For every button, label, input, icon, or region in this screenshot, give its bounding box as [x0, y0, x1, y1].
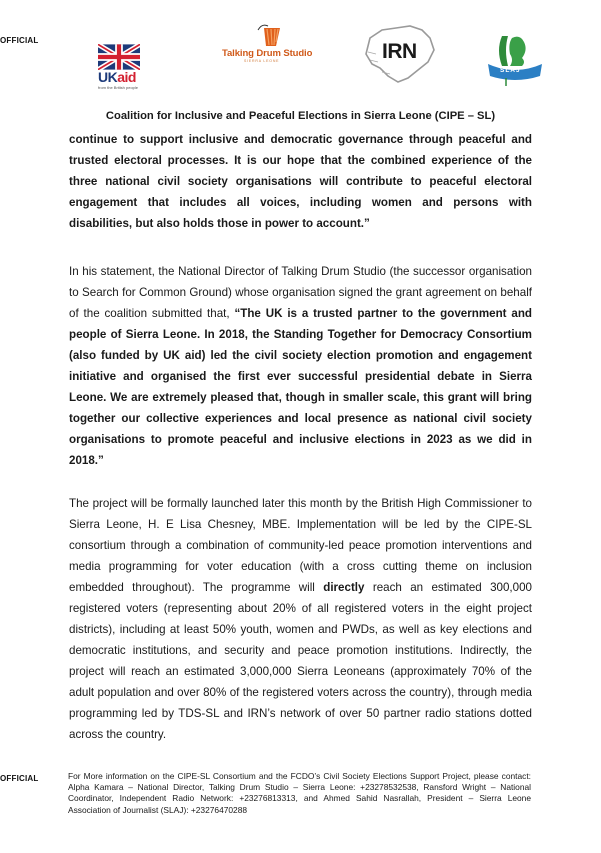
paragraph-national-director-statement: [69, 261, 532, 471]
union-jack-icon: [98, 44, 140, 70]
classification-label-bottom: OFFICIAL: [0, 774, 39, 783]
statement-intro: In his statement, the National Director of Talking Drum Studio (the successor organisation to Search for Common Ground) whose organisation signed the grant agreement on behalf of the coalition submitted that,: [69, 265, 532, 320]
drum-icon: [252, 24, 286, 48]
slaj-wordmark: SLAJ: [500, 67, 521, 74]
irn-wordmark: IRN: [382, 40, 417, 63]
ukaid-logo: [98, 44, 142, 92]
paragraph-project-launch: [69, 493, 532, 745]
slaj-logo: [484, 32, 546, 88]
project-text-b: reach an estimated 300,000 registered voters (representing about 20% of all registered voters in the eight project districts), including at least 50% youth, women and PWDs, as well as key elections and democratic institutions, and security and peace promotion institutions. Indirectly, the project will reach an estimated 3,000,000 Sierra Leoneans (approximately 70% of the adult population and over 80% of the registered voters across the country), through media programming led by TDS-SL and IRN’s network of over 50 partner radio stations dotted across the country.: [69, 581, 532, 741]
tds-name: Talking Drum Studio: [222, 48, 313, 59]
lion-shield-icon: [484, 32, 546, 88]
footer-contact-info: For More information on the CIPE-SL Consortium and the FCDO’s Civil Society Elections Support Project, please contact: Alpha Kamara – National Director, Talking Drum Studio – Sierra Leone: +23278532538, Ransford Wright – National Coordinator, Independent Radio Network: +23276813313, and Ahmed Sahid Nasrallah, President – Sierra Leone Association of Journalist (SLAJ): +23276470288: [68, 771, 531, 815]
tds-subtitle: SIERRA LEONE: [244, 59, 280, 63]
ukaid-tagline: from the British people: [98, 85, 139, 90]
project-text-a: The project will be formally launched later this month by the British High Commissioner to Sierra Leone, H. E Lisa Chesney, MBE. Implementation will be led by the CIPE-SL consortium through a combination of community-led peace promotion interventions and media programming for voter education (with a cross cutting theme on inclusion embedded throughout). The programme will: [69, 497, 532, 594]
ukaid-wordmark: UKaid: [98, 69, 136, 85]
document-heading: Coalition for Inclusive and Peaceful Elections in Sierra Leone (CIPE – SL): [105, 110, 496, 122]
irn-logo: [362, 24, 438, 86]
classification-label-top: OFFICIAL: [0, 36, 39, 45]
project-text-emphasis: directly: [323, 581, 365, 594]
statement-quote: “The UK is a trusted partner to the government and people of Sierra Leone. In 2018, the Standing Together for Democracy Consortium (also funded by UK aid) led the civil society election promotion and engagement initiative and organised the first ever successful presidential debate in Sierra Leone. We are extremely pleased that, though in smaller scale, this grant will bring together our collective experiences and local presence as national civil society organisations to promote peaceful and inclusive elections in 2023 as we did in 2018.”: [69, 307, 532, 467]
paragraph-quote-continuation: continue to support inclusive and democratic governance through peaceful and trusted electoral processes. It is our hope that the combined experience of the three national civil society organisations will contribute to peaceful electoral engagement that includes all voices, including women and persons with disabilities, but also holds those in power to account.”: [69, 133, 532, 230]
talking-drum-studio-logo: [222, 24, 322, 64]
